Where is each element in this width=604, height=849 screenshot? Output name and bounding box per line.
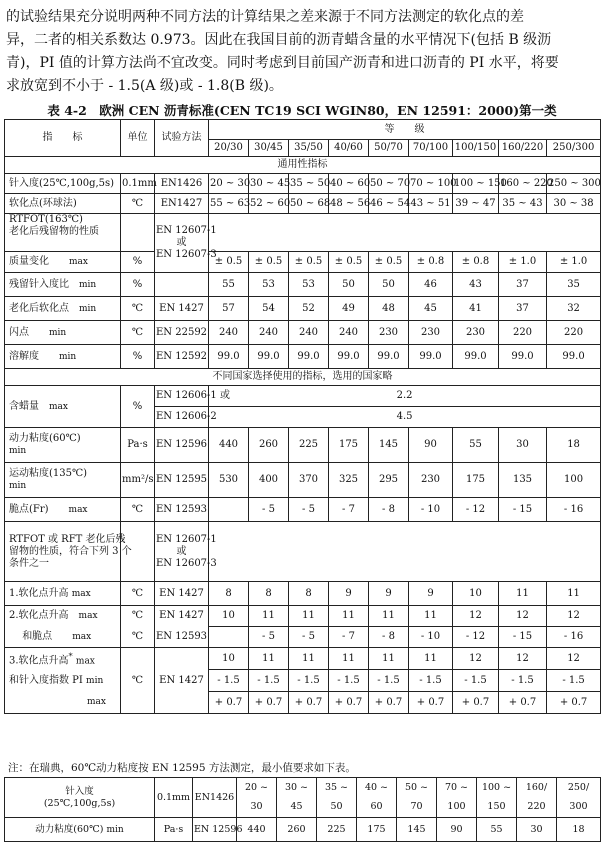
value-cell: - 16 xyxy=(547,627,601,648)
value-cell: 99.0 xyxy=(453,345,499,369)
indicator-name: 针入度 (25℃,100g,5s) xyxy=(5,778,155,818)
paragraph-line: 求放宽到不小于 - 1.5(A 级)或 - 1.8(B 级)。 xyxy=(6,78,283,94)
range-bottom: 300 xyxy=(557,798,601,818)
value-cell: 440 xyxy=(237,818,277,842)
value-cell: ± 0.5 xyxy=(289,252,329,273)
value-cell: 225 xyxy=(289,428,329,463)
body-paragraph xyxy=(6,6,598,98)
value-cell: 225 xyxy=(317,818,357,842)
value-cell: 240 xyxy=(209,321,249,345)
value-cell: + 0.7 xyxy=(453,692,499,714)
value-cell: 11 xyxy=(409,648,453,670)
value-cell: 48 ~ 56 xyxy=(329,194,369,214)
value-cell: - 8 xyxy=(369,498,409,522)
section-general: 通用性指标 xyxy=(5,157,601,174)
unit: Pa·s xyxy=(121,428,155,463)
value-cell: 99.0 xyxy=(209,345,249,369)
row-flash-point xyxy=(5,321,601,345)
range-top: 250/ xyxy=(557,778,601,798)
value-cell: - 1.5 xyxy=(499,670,547,692)
value-cell: 35 xyxy=(547,273,601,297)
range-top: 70 ~ xyxy=(437,778,477,798)
value-cell: ± 0.5 xyxy=(249,252,289,273)
value-cell: - 15 xyxy=(499,627,547,648)
value-cell: - 5 xyxy=(289,498,329,522)
section-optional: 不同国家选择使用的指标，选用的国家略 xyxy=(5,369,601,386)
paragraph-line: 异，二者的相关系数达 0.973。因此在我国目前的沥青蜡含量的水平情况下(包括 B 级沥 xyxy=(6,32,552,48)
value-cell: 12 xyxy=(547,606,601,627)
row-retained-pen xyxy=(5,273,601,297)
paragraph-line: 青)，PI 值的计算方法尚不宜改变。同时考虑到目前国产沥青和进口沥青的 PI 水平，将要 xyxy=(6,55,559,71)
row-condition-3a xyxy=(5,648,601,670)
value-cell: 230 xyxy=(369,321,409,345)
value-cell: ± 0.8 xyxy=(453,252,499,273)
value-cell: 11 xyxy=(289,648,329,670)
value-cell: - 1.5 xyxy=(409,670,453,692)
value-cell: + 0.7 xyxy=(499,692,547,714)
value-cell: 70 ~ 100 xyxy=(409,174,453,194)
grade-header: 70/100 xyxy=(409,140,453,157)
row-sweden-viscosity xyxy=(5,818,601,842)
indicator-name: 质量变化 max xyxy=(5,252,121,273)
value-cell: 48 xyxy=(369,297,409,321)
value-cell: 55 xyxy=(477,818,517,842)
indicator-name: 和针入度指数 PI min xyxy=(5,670,121,692)
value-cell: - 1.5 xyxy=(369,670,409,692)
value-cell: 52 ~ 60 xyxy=(249,194,289,214)
value-cell: 440 xyxy=(209,428,249,463)
method: EN 12595 xyxy=(155,463,209,498)
value-cell: 12 xyxy=(499,648,547,670)
rtfot-title xyxy=(5,214,121,252)
method: EN 12593 xyxy=(155,627,209,648)
value-cell: 99.0 xyxy=(249,345,289,369)
value-cell: 99.0 xyxy=(499,345,547,369)
value-cell: 230 xyxy=(409,321,453,345)
value-cell: 530 xyxy=(209,463,249,498)
value-cell: 10 xyxy=(209,648,249,670)
unit: ℃ xyxy=(121,498,155,522)
cen-standard-table xyxy=(4,119,601,714)
indicator-name: 2.软化点升高 max xyxy=(5,606,121,627)
value-cell: 220 xyxy=(547,321,601,345)
value-cell: 99.0 xyxy=(547,345,601,369)
range-bottom: 70 xyxy=(397,798,437,818)
value-cell: 400 xyxy=(249,463,289,498)
range-bottom: 50 xyxy=(317,798,357,818)
value-cell: 49 xyxy=(329,297,369,321)
rft-method: EN 12607-1 或 EN 12607-3 xyxy=(155,522,209,582)
value-cell: 145 xyxy=(397,818,437,842)
value-cell: 90 xyxy=(437,818,477,842)
range-bottom: 30 xyxy=(237,798,277,818)
row-sweden-penetration-top xyxy=(5,778,601,798)
value-cell: ± 0.5 xyxy=(369,252,409,273)
value-cell: 43 ~ 51 xyxy=(409,194,453,214)
value-cell: - 16 xyxy=(547,498,601,522)
value-cell: 11 xyxy=(249,648,289,670)
value-cell xyxy=(209,498,249,522)
range-bottom: 45 xyxy=(277,798,317,818)
value-cell: 46 xyxy=(409,273,453,297)
method: EN 12606-2 xyxy=(155,407,209,428)
unit: % xyxy=(121,252,155,273)
value-cell: + 0.7 xyxy=(369,692,409,714)
value-cell: - 1.5 xyxy=(249,670,289,692)
value-cell: - 1.5 xyxy=(547,670,601,692)
method: EN 12596 xyxy=(193,818,237,842)
value-cell: - 12 xyxy=(453,627,499,648)
unit: ℃ xyxy=(121,606,155,627)
method: EN1426 xyxy=(193,778,237,818)
value-cell: 35 ~ 50 xyxy=(289,174,329,194)
value-cell: - 1.5 xyxy=(289,670,329,692)
value-cell: 53 xyxy=(289,273,329,297)
value-cell: - 10 xyxy=(409,498,453,522)
rtfot-title-line: RTFOT(163℃) xyxy=(9,214,83,225)
value-cell: - 1.5 xyxy=(329,670,369,692)
indicator-name: 动力粘度(60℃) min xyxy=(5,428,121,463)
value-cell: 100 xyxy=(547,463,601,498)
value-cell: 57 xyxy=(209,297,249,321)
value-cell: 2.2 xyxy=(209,386,601,407)
value-cell: 10 xyxy=(453,582,499,606)
value-cell: 240 xyxy=(329,321,369,345)
value-cell: 9 xyxy=(369,582,409,606)
unit: 0.1mm xyxy=(121,174,155,194)
indicator-name: 软化点(环球法) xyxy=(5,194,121,214)
value-cell: + 0.7 xyxy=(329,692,369,714)
value-cell: + 0.7 xyxy=(409,692,453,714)
value-cell: - 12 xyxy=(453,498,499,522)
range-top: 160/ xyxy=(517,778,557,798)
unit: ℃ xyxy=(121,297,155,321)
row-kinematic-viscosity xyxy=(5,463,601,498)
value-cell: 46 ~ 54 xyxy=(369,194,409,214)
indicator-limit: max xyxy=(5,692,121,714)
indicator-name: 老化后软化点 min xyxy=(5,297,121,321)
method: EN 1427 xyxy=(155,606,209,627)
value-cell: 11 xyxy=(499,582,547,606)
value-cell: 9 xyxy=(409,582,453,606)
value-cell: 30 ~ 45 xyxy=(249,174,289,194)
method: EN1427 xyxy=(155,194,209,214)
value-cell: 295 xyxy=(369,463,409,498)
value-cell: 35 ~ 43 xyxy=(499,194,547,214)
row-aged-softening xyxy=(5,297,601,321)
value-cell: 37 xyxy=(499,273,547,297)
indicator-name: 针入度(25℃,100g,5s) xyxy=(5,174,121,194)
unit: 0.1mm xyxy=(155,778,193,818)
value-cell: + 0.7 xyxy=(249,692,289,714)
unit: ℃ xyxy=(121,582,155,606)
row-rft-title xyxy=(5,522,601,582)
method: EN 12593 xyxy=(155,498,209,522)
value-cell: 54 xyxy=(249,297,289,321)
value-cell: ± 1.0 xyxy=(499,252,547,273)
indicator-name: 1.软化点升高 max xyxy=(5,582,121,606)
unit: ℃ xyxy=(121,648,155,714)
value-cell: 12 xyxy=(499,606,547,627)
grade-header: 30/45 xyxy=(249,140,289,157)
indicator-name: 闪点 min xyxy=(5,321,121,345)
value-cell: 325 xyxy=(329,463,369,498)
row-condition-2b xyxy=(5,627,601,648)
value-cell: 99.0 xyxy=(409,345,453,369)
row-condition-1 xyxy=(5,582,601,606)
method: EN1426 xyxy=(155,174,209,194)
value-cell: 175 xyxy=(453,463,499,498)
method: EN 1427 xyxy=(155,297,209,321)
value-cell: 260 xyxy=(249,428,289,463)
value-cell: 240 xyxy=(249,321,289,345)
row-condition-3c xyxy=(5,692,601,714)
range-top: 40 ~ xyxy=(357,778,397,798)
range-top: 100 ~ xyxy=(477,778,517,798)
value-cell: ± 1.0 xyxy=(547,252,601,273)
value-cell: 99.0 xyxy=(369,345,409,369)
value-cell: 11 xyxy=(547,582,601,606)
value-cell: 250 ~ 300 xyxy=(547,174,601,194)
grade-header: 35/50 xyxy=(289,140,329,157)
value-cell: - 5 xyxy=(289,627,329,648)
indicator-name: 动力粘度(60℃) min xyxy=(5,818,155,842)
value-cell: 370 xyxy=(289,463,329,498)
value-cell: 55 xyxy=(209,273,249,297)
value-cell: 99.0 xyxy=(329,345,369,369)
value-cell: 12 xyxy=(453,648,499,670)
method: EN 22592 xyxy=(155,321,209,345)
value-cell: + 0.7 xyxy=(289,692,329,714)
value-cell xyxy=(209,627,249,648)
row-mass-change xyxy=(5,252,601,273)
value-cell: - 8 xyxy=(369,627,409,648)
value-cell: ± 0.5 xyxy=(209,252,249,273)
value-cell: 50 ~ 70 xyxy=(369,174,409,194)
value-cell: 11 xyxy=(329,648,369,670)
value-cell: 10 xyxy=(209,606,249,627)
value-cell: 90 xyxy=(409,428,453,463)
indicator-name: 和脆点 max xyxy=(5,627,121,648)
value-cell: - 7 xyxy=(329,498,369,522)
value-cell: 8 xyxy=(289,582,329,606)
value-cell: 11 xyxy=(249,606,289,627)
value-cell: 43 xyxy=(453,273,499,297)
value-cell: 230 xyxy=(453,321,499,345)
value-cell: ± 0.8 xyxy=(409,252,453,273)
value-cell: 40 ~ 60 xyxy=(329,174,369,194)
row-solubility xyxy=(5,345,601,369)
value-cell: 55 ~ 63 xyxy=(209,194,249,214)
value-cell: 39 ~ 47 xyxy=(453,194,499,214)
indicator-name: 脆点(Fr) max xyxy=(5,498,121,522)
value-cell: 100 ~ 150 xyxy=(453,174,499,194)
value-cell: 11 xyxy=(369,606,409,627)
table-note: 注：在瑞典，60℃动力粘度按 EN 12595 方法测定，最小值要求如下表。 xyxy=(8,762,356,774)
value-cell: 45 xyxy=(409,297,453,321)
value-cell: - 5 xyxy=(249,498,289,522)
method: EN 1427 xyxy=(155,582,209,606)
value-cell: 37 xyxy=(499,297,547,321)
value-cell: - 1.5 xyxy=(453,670,499,692)
value-cell: 50 xyxy=(369,273,409,297)
sweden-table xyxy=(4,777,601,842)
value-cell: 230 xyxy=(409,463,453,498)
paragraph-line: 的试验结果充分说明两种不同方法的计算结果之差来源于不同方法测定的软化点的差 xyxy=(6,9,524,25)
header-indicator: 指 标 xyxy=(5,120,121,157)
value-cell: 32 xyxy=(547,297,601,321)
range-bottom: 150 xyxy=(477,798,517,818)
rtfot-method: EN 12607-1 或 EN 12607-3 xyxy=(155,214,209,273)
row-fraass xyxy=(5,498,601,522)
row-rtfot-title xyxy=(5,214,601,252)
value-cell: 18 xyxy=(557,818,601,842)
value-cell: 53 xyxy=(249,273,289,297)
value-cell: 50 ~ 68 xyxy=(289,194,329,214)
value-cell: 11 xyxy=(409,606,453,627)
grade-header: 20/30 xyxy=(209,140,249,157)
method: EN 12596 xyxy=(155,428,209,463)
range-bottom: 100 xyxy=(437,798,477,818)
value-cell: - 1.5 xyxy=(209,670,249,692)
header-grade: 等 级 xyxy=(209,120,601,140)
value-cell: - 5 xyxy=(249,627,289,648)
header-method: 试验方法 xyxy=(155,120,209,157)
method: EN 12606-1 或 xyxy=(155,386,209,407)
unit: ℃ xyxy=(121,321,155,345)
grade-header: 40/60 xyxy=(329,140,369,157)
value-cell: - 7 xyxy=(329,627,369,648)
value-cell: + 0.7 xyxy=(209,692,249,714)
indicator-name: 含蜡量 max xyxy=(5,386,121,428)
indicator-name: 运动粘度(135℃) min xyxy=(5,463,121,498)
value-cell: 55 xyxy=(453,428,499,463)
grade-header: 50/70 xyxy=(369,140,409,157)
value-cell: 30 ~ 38 xyxy=(547,194,601,214)
value-cell: 4.5 xyxy=(209,407,601,428)
value-cell: 41 xyxy=(453,297,499,321)
unit: % xyxy=(121,273,155,297)
value-cell: ± 0.5 xyxy=(329,252,369,273)
value-cell: 135 xyxy=(499,463,547,498)
unit: ℃ xyxy=(121,627,155,648)
value-cell: 12 xyxy=(453,606,499,627)
unit: mm²/s xyxy=(121,463,155,498)
range-bottom: 60 xyxy=(357,798,397,818)
row-softening-point xyxy=(5,194,601,214)
value-cell: 50 xyxy=(329,273,369,297)
value-cell: 8 xyxy=(209,582,249,606)
value-cell: 30 xyxy=(499,428,547,463)
value-cell: 9 xyxy=(329,582,369,606)
range-bottom: 220 xyxy=(517,798,557,818)
header-unit: 单位 xyxy=(121,120,155,157)
table-caption: 表 4-2 欧洲 CEN 沥青标准(CEN TC19 SCI WGIN80，EN 12591：2000)第一类 xyxy=(47,103,557,118)
value-cell: 160 ~ 220 xyxy=(499,174,547,194)
value-cell: 11 xyxy=(369,648,409,670)
indicator-name: 溶解度 min xyxy=(5,345,121,369)
row-penetration xyxy=(5,174,601,194)
value-cell: 18 xyxy=(547,428,601,463)
value-cell: 11 xyxy=(329,606,369,627)
grade-header: 250/300 xyxy=(547,140,601,157)
range-top: 35 ~ xyxy=(317,778,357,798)
method xyxy=(155,273,209,297)
value-cell: 99.0 xyxy=(289,345,329,369)
value-cell: 220 xyxy=(499,321,547,345)
value-cell: + 0.7 xyxy=(547,692,601,714)
value-cell: - 15 xyxy=(499,498,547,522)
method: EN 1427 xyxy=(155,648,209,714)
row-condition-2a xyxy=(5,606,601,627)
range-top: 50 ~ xyxy=(397,778,437,798)
row-wax-1 xyxy=(5,386,601,407)
rtfot-title-line: 老化后残留物的性质 xyxy=(9,226,99,237)
range-top: 20 ~ xyxy=(237,778,277,798)
grade-header: 100/150 xyxy=(453,140,499,157)
value-cell: 30 xyxy=(517,818,557,842)
row-condition-3b xyxy=(5,670,601,692)
method: EN 12592 xyxy=(155,345,209,369)
unit: Pa·s xyxy=(155,818,193,842)
value-cell: 11 xyxy=(289,606,329,627)
row-dynamic-viscosity xyxy=(5,428,601,463)
unit: ℃ xyxy=(121,194,155,214)
unit: % xyxy=(121,345,155,369)
unit: % xyxy=(121,386,155,428)
value-cell: 12 xyxy=(547,648,601,670)
grade-header: 160/220 xyxy=(499,140,547,157)
value-cell: - 10 xyxy=(409,627,453,648)
value-cell: 145 xyxy=(369,428,409,463)
range-top: 30 ~ xyxy=(277,778,317,798)
rft-title: RTFOT 或 RFT 老化后残 留物的性质，符合下列 3 个 条件之一 xyxy=(5,522,121,582)
value-cell: 20 ~ 30 xyxy=(209,174,249,194)
indicator-name: 残留针入度比 min xyxy=(5,273,121,297)
value-cell: 52 xyxy=(289,297,329,321)
value-cell: 260 xyxy=(277,818,317,842)
value-cell: 175 xyxy=(329,428,369,463)
value-cell: 240 xyxy=(289,321,329,345)
value-cell: 8 xyxy=(249,582,289,606)
value-cell: 175 xyxy=(357,818,397,842)
indicator-name: 3.软化点升高* max xyxy=(5,648,121,670)
